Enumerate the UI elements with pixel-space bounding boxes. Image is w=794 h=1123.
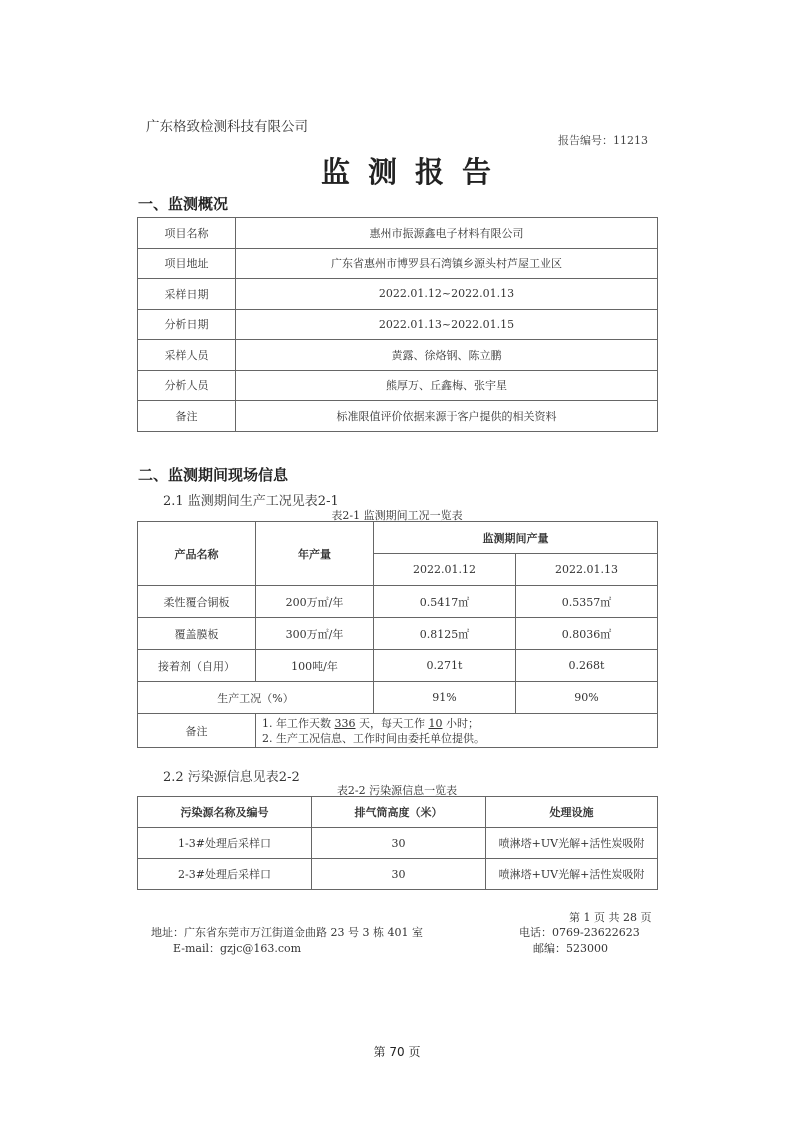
row-value: 2022.01.13~2022.01.15	[236, 309, 658, 340]
footer-postcode: 邮编：523000	[533, 942, 608, 955]
col-height-header: 排气筒高度（米）	[312, 797, 486, 828]
row-value: 熊厚万、丘鑫梅、张宇星	[236, 370, 658, 401]
pollution-source-table	[137, 796, 658, 890]
output-day1: 0.271t	[374, 650, 516, 682]
row-label: 分析日期	[138, 309, 236, 340]
report-number: 报告编号：11213	[558, 134, 648, 147]
row-label: 分析人员	[138, 370, 236, 401]
annual-output: 100吨/年	[256, 650, 374, 682]
work-days: 336	[334, 716, 356, 730]
col-period-header: 监测期间产量	[374, 522, 658, 554]
capacity-day2: 90%	[516, 682, 658, 714]
treatment-facility: 喷淋塔+UV光解+活性炭吸附	[486, 828, 658, 859]
output-day2: 0.8036㎡	[516, 618, 658, 650]
col-source-header: 污染源名称及编号	[138, 797, 312, 828]
annual-output: 200万㎡/年	[256, 586, 374, 618]
output-day1: 0.8125㎡	[374, 618, 516, 650]
row-label: 备注	[138, 401, 236, 432]
row-value: 2022.01.12~2022.01.13	[236, 279, 658, 310]
row-value: 标准限值评价依据来源于客户提供的相关资料	[236, 401, 658, 432]
table-row	[138, 586, 658, 618]
output-day2: 0.268t	[516, 650, 658, 682]
stack-height: 30	[312, 859, 486, 890]
table-row	[138, 370, 658, 401]
note-content	[256, 714, 658, 748]
section1-heading: 一、监测概况	[138, 195, 229, 213]
subsection-2-1: 2.1 监测期间生产工况见表2-1	[163, 494, 339, 509]
row-value: 惠州市振源鑫电子材料有限公司	[236, 218, 658, 249]
product-name: 柔性覆合铜板	[138, 586, 256, 618]
footer-phone: 电话：0769-23622623	[519, 926, 640, 939]
row-value: 广东省惠州市博罗县石湾镇乡源头村芦屋工业区	[236, 248, 658, 279]
product-name: 覆盖膜板	[138, 618, 256, 650]
date2-header: 2022.01.13	[516, 554, 658, 586]
capacity-day1: 91%	[374, 682, 516, 714]
table-row	[138, 340, 658, 371]
table-row	[138, 401, 658, 432]
source-name: 2-3#处理后采样口	[138, 859, 312, 890]
table-row	[138, 309, 658, 340]
table-row	[138, 828, 658, 859]
col-product-header: 产品名称	[138, 522, 256, 586]
note-line-1: 1. 年工作天数 336 天，每天工作 10 小时；	[262, 716, 479, 730]
page-info: 第 1 页 共 28 页	[569, 911, 652, 924]
production-table	[137, 521, 658, 748]
col-facility-header: 处理设施	[486, 797, 658, 828]
table-row	[138, 248, 658, 279]
note-row	[138, 714, 658, 748]
page-title: 监测报告	[320, 155, 509, 189]
capacity-row	[138, 682, 658, 714]
footer-email: E-mail：gzjc@163.com	[173, 942, 302, 955]
work-hours: 10	[428, 716, 443, 730]
table1-caption: 表2-1 监测期间工况一览表	[331, 509, 463, 522]
note-label: 备注	[138, 714, 256, 748]
company-name: 广东格致检测科技有限公司	[146, 119, 308, 135]
table-row	[138, 218, 658, 249]
col-annual-header: 年产量	[256, 522, 374, 586]
annual-output: 300万㎡/年	[256, 618, 374, 650]
output-day1: 0.5417㎡	[374, 586, 516, 618]
table-row	[138, 650, 658, 682]
date1-header: 2022.01.12	[374, 554, 516, 586]
page-number: 第 70 页	[373, 1045, 421, 1059]
stack-height: 30	[312, 828, 486, 859]
footer-address: 地址：广东省东莞市万江街道金曲路 23 号 3 栋 401 室	[151, 926, 423, 939]
table2-caption: 表2-2 污染源信息一览表	[336, 784, 458, 797]
row-value: 黄露、徐烙钢、陈立鹏	[236, 340, 658, 371]
capacity-label: 生产工况（%）	[138, 682, 374, 714]
row-label: 采样日期	[138, 279, 236, 310]
table-row	[138, 859, 658, 890]
product-name: 接着剂（自用）	[138, 650, 256, 682]
treatment-facility: 喷淋塔+UV光解+活性炭吸附	[486, 859, 658, 890]
output-day2: 0.5357㎡	[516, 586, 658, 618]
row-label: 采样人员	[138, 340, 236, 371]
source-name: 1-3#处理后采样口	[138, 828, 312, 859]
row-label: 项目名称	[138, 218, 236, 249]
row-label: 项目地址	[138, 248, 236, 279]
table-row	[138, 618, 658, 650]
table-row	[138, 279, 658, 310]
subsection-2-2: 2.2 污染源信息见表2-2	[163, 770, 300, 785]
note-line-2: 2. 生产工况信息、工作时间由委托单位提供。	[262, 731, 485, 745]
overview-table	[137, 217, 658, 432]
section2-heading: 二、监测期间现场信息	[138, 466, 289, 484]
